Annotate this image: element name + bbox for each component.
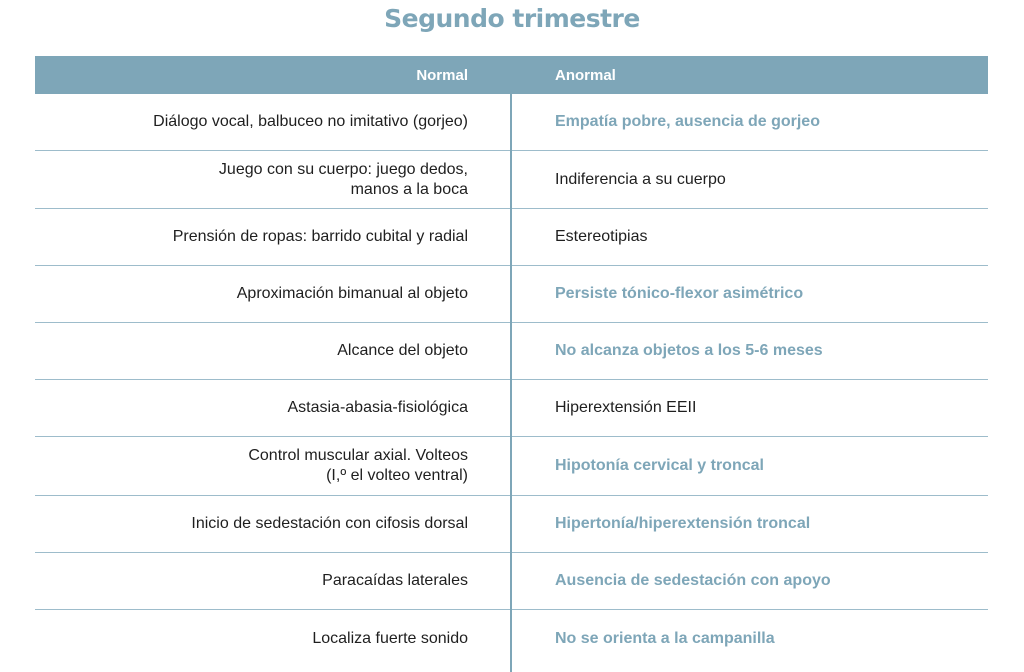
table-header [35, 56, 988, 94]
column-header-anormal: Anormal [555, 66, 616, 84]
comparison-table [35, 56, 988, 667]
normal-cell: Astasia-abasia-fisiológica [287, 399, 468, 416]
normal-cell: Prensión de ropas: barrido cubital y radial [172, 228, 468, 245]
column-header-normal: Normal [416, 66, 468, 84]
normal-cell [35, 160, 468, 200]
anormal-cell: Hiperextensión EEII [555, 399, 697, 416]
normal-cell: Inicio de sedestación con cifosis dorsal [191, 515, 468, 532]
page-title: Segundo trimestre [384, 4, 640, 33]
column-divider [510, 94, 512, 672]
anormal-cell: Hipertonía/hiperextensión troncal [555, 515, 811, 532]
table-body [35, 94, 988, 667]
normal-cell-line: Control muscular axial. Volteos [248, 447, 468, 464]
normal-cell: Alcance del objeto [337, 342, 468, 359]
normal-cell [35, 446, 468, 486]
normal-cell-line: Juego con su cuerpo: juego dedos, [218, 160, 468, 178]
normal-cell-line: manos a la boca [350, 180, 468, 198]
normal-cell: Paracaídas laterales [322, 572, 468, 589]
normal-cell: Aproximación bimanual al objeto [236, 285, 468, 302]
anormal-cell: Indiferencia a su cuerpo [555, 170, 726, 188]
anormal-cell: Persiste tónico-flexor asimétrico [555, 285, 804, 302]
normal-cell: Diálogo vocal, balbuceo no imitativo (gorjeo) [153, 113, 468, 130]
anormal-cell: Hipotonía cervical y troncal [555, 457, 764, 474]
normal-cell: Localiza fuerte sonido [312, 629, 468, 647]
anormal-cell: Estereotipias [555, 228, 648, 245]
anormal-cell: No alcanza objetos a los 5-6 meses [555, 342, 823, 359]
anormal-cell: Empatía pobre, ausencia de gorjeo [555, 113, 820, 130]
anormal-cell: No se orienta a la campanilla [555, 629, 775, 647]
anormal-cell: Ausencia de sedestación con apoyo [555, 572, 831, 589]
normal-cell-line: (I,º el volteo ventral) [326, 467, 468, 484]
